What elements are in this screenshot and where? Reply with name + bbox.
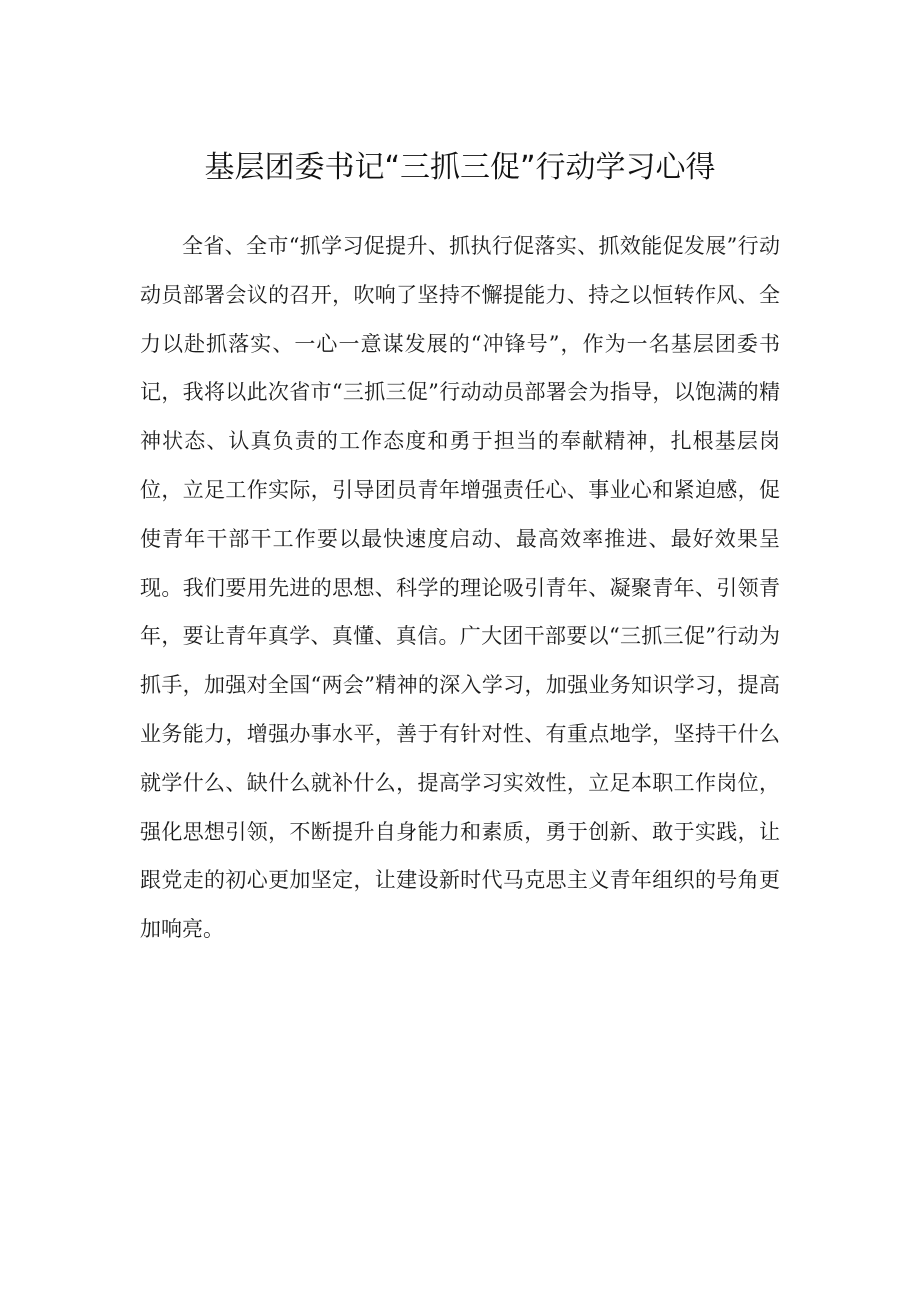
document-title: 基层团委书记“三抓三促”行动学习心得 xyxy=(204,150,716,185)
document-paragraph: 全省、全市“抓学习促提升、抓执行促落实、抓效能促发展”行动动员部署会议的召开，吹响了坚持不懈提能力、持之以恒转作风、全力以赴抓落实、一心一意谋发展的“冲锋号”，作为一名基层团委书记，我将以此次省市“三抓三促”行动动员部署会为指导，以饱满的精神状态、认真负责的工作态度和勇于担当的奉献精神，扎根基层岗位，立足工作实际，引导团员青年增强责任心、事业心和紧迫感，促使青年干部干工作要以最快速度启动、最高效率推进、最好效果呈现。我们要用先进的思想、科学的理论吸引青年、凝聚青年、引领青年，要让青年真学、真懂、真信。广大团干部要以“三抓三促”行动为抓手，加强对全国“两会”精神的深入学习，加强业务知识学习，提高业务能力，增强办事水平，善于有针对性、有重点地学，坚持干什么就学什么、缺什么就补什么，提高学习实效性，立足本职工作岗位，强化思想引领，不断提升自身能力和素质，勇于创新、敢于实践，让跟党走的初心更加坚定，让建设新时代马克思主义青年组织的号角更加响亮。 xyxy=(140,234,780,942)
